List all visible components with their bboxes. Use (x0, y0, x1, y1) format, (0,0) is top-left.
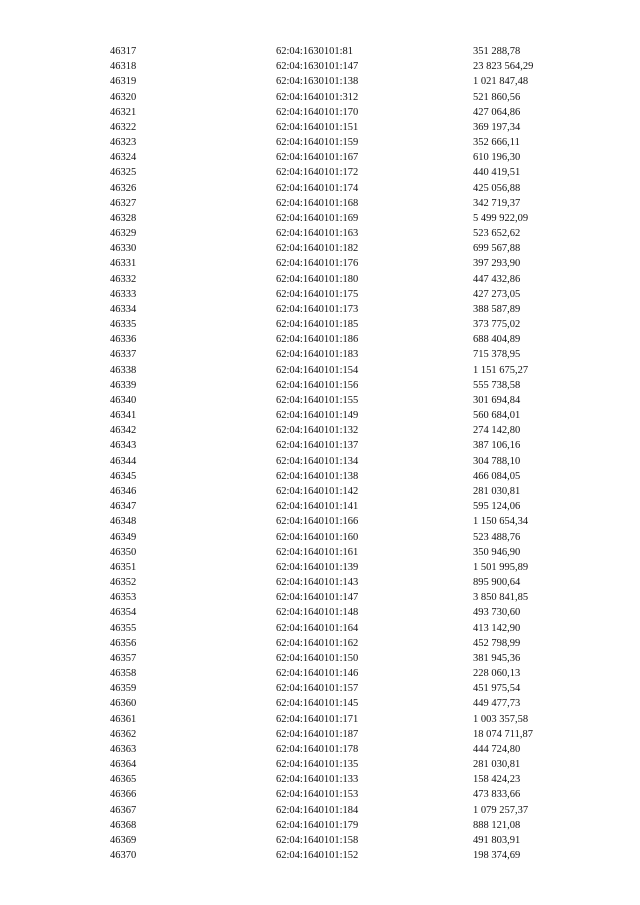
table-row (110, 287, 583, 302)
cadastral-number-cell: 62:04:1640101:185 (276, 319, 359, 331)
row-number-cell: 46361 (110, 713, 137, 725)
table-row (110, 590, 583, 605)
row-number-cell: 46328 (110, 212, 137, 224)
row-number-cell: 46358 (110, 668, 137, 680)
cadastral-number-cell: 62:04:1640101:145 (276, 698, 359, 710)
table-row (110, 757, 583, 772)
cadastral-value-cell: 23 823 564,29 (473, 61, 534, 73)
row-number-cell: 46354 (110, 607, 137, 619)
row-number-cell: 46317 (110, 46, 137, 57)
row-number-cell: 46321 (110, 106, 137, 118)
cadastral-number-cell: 62:04:1640101:163 (276, 228, 359, 240)
row-number-cell: 46345 (110, 470, 137, 482)
table-row (110, 848, 583, 863)
table-row (110, 44, 583, 59)
cadastral-number-cell: 62:04:1640101:179 (276, 819, 359, 831)
row-number-cell: 46342 (110, 425, 137, 437)
row-number-cell: 46365 (110, 774, 137, 786)
table-row (110, 514, 583, 529)
table-row (110, 696, 583, 711)
row-number-cell: 46347 (110, 501, 137, 513)
row-number-cell: 46362 (110, 728, 137, 740)
cadastral-value-cell: 473 833,66 (473, 789, 521, 801)
cadastral-number-cell: 62:04:1640101:178 (276, 743, 359, 755)
cadastral-value-cell: 895 900,64 (473, 577, 521, 589)
table-row (110, 772, 583, 787)
row-number-cell: 46338 (110, 364, 137, 376)
cadastral-value-cell: 3 850 841,85 (473, 592, 529, 604)
cadastral-value-cell: 369 197,34 (473, 121, 521, 133)
cadastral-value-cell: 387 106,16 (473, 440, 521, 452)
cadastral-number-cell: 62:04:1640101:154 (276, 364, 359, 376)
table-row (110, 833, 583, 848)
table-row (110, 484, 583, 499)
cadastral-number-cell: 62:04:1640101:162 (276, 637, 359, 649)
row-number-cell: 46349 (110, 531, 137, 543)
cadastral-number-cell: 62:04:1640101:156 (276, 379, 359, 391)
table-row (110, 363, 583, 378)
cadastral-number-cell: 62:04:1640101:176 (276, 258, 359, 270)
cadastral-value-cell: 610 196,30 (473, 152, 521, 164)
table-row (110, 818, 583, 833)
row-number-cell: 46331 (110, 258, 137, 270)
table-row (110, 165, 583, 180)
row-number-cell: 46319 (110, 76, 137, 88)
cadastral-number-cell: 62:04:1640101:151 (276, 121, 359, 133)
cadastral-number-cell: 62:04:1640101:150 (276, 652, 359, 664)
row-number-cell: 46327 (110, 197, 137, 209)
table-body (110, 44, 583, 863)
cadastral-value-cell: 1 003 357,58 (473, 713, 529, 725)
row-number-cell: 46352 (110, 577, 137, 589)
cadastral-number-cell: 62:04:1640101:174 (276, 182, 359, 194)
cadastral-value-cell: 523 488,76 (473, 531, 521, 543)
cadastral-value-cell: 466 084,05 (473, 470, 521, 482)
row-number-cell: 46367 (110, 804, 137, 816)
row-number-cell: 46339 (110, 379, 137, 391)
cadastral-value-cell: 350 946,90 (473, 546, 521, 558)
row-number-cell: 46360 (110, 698, 137, 710)
cadastral-number-cell: 62:04:1640101:143 (276, 577, 359, 589)
cadastral-number-cell: 62:04:1640101:147 (276, 592, 359, 604)
table-row (110, 666, 583, 681)
cadastral-number-cell: 62:04:1640101:175 (276, 288, 359, 300)
table-row (110, 105, 583, 120)
cadastral-value-cell: 449 477,73 (473, 698, 521, 710)
cadastral-number-cell: 62:04:1640101:155 (276, 394, 359, 406)
cadastral-number-cell: 62:04:1640101:184 (276, 804, 359, 816)
table-row (110, 454, 583, 469)
table-row (110, 317, 583, 332)
cadastral-value-cell: 381 945,36 (473, 652, 521, 664)
cadastral-number-cell: 62:04:1640101:141 (276, 501, 359, 513)
cadastral-number-cell: 62:04:1640101:160 (276, 531, 359, 543)
table-row (110, 803, 583, 818)
table-row (110, 423, 583, 438)
table-row (110, 681, 583, 696)
cadastral-number-cell: 62:04:1630101:138 (276, 76, 359, 88)
cadastral-number-cell: 62:04:1640101:159 (276, 137, 359, 149)
cadastral-number-cell: 62:04:1640101:187 (276, 728, 359, 740)
table-row (110, 787, 583, 802)
cadastral-value-cell: 1 501 995,89 (473, 561, 529, 573)
cadastral-value-cell: 388 587,89 (473, 303, 521, 315)
cadastral-value-cell: 1 079 257,37 (473, 804, 529, 816)
table-row (110, 742, 583, 757)
cadastral-number-cell: 62:04:1640101:157 (276, 683, 359, 695)
cadastral-number-cell: 62:04:1640101:137 (276, 440, 359, 452)
row-number-cell: 46326 (110, 182, 137, 194)
row-number-cell: 46337 (110, 349, 137, 361)
cadastral-number-cell: 62:04:1640101:186 (276, 334, 359, 346)
table-row (110, 393, 583, 408)
row-number-cell: 46344 (110, 455, 137, 467)
row-number-cell: 46366 (110, 789, 137, 801)
table-row (110, 575, 583, 590)
row-number-cell: 46334 (110, 303, 137, 315)
table-row (110, 499, 583, 514)
cadastral-value-cell: 595 124,06 (473, 501, 521, 513)
cadastral-value-cell: 301 694,84 (473, 394, 521, 406)
row-number-cell: 46359 (110, 683, 137, 695)
cadastral-number-cell: 62:04:1640101:152 (276, 850, 359, 862)
cadastral-number-cell: 62:04:1640101:134 (276, 455, 359, 467)
cadastral-number-cell: 62:04:1640101:180 (276, 273, 359, 285)
table-row (110, 712, 583, 727)
cadastral-value-cell: 1 151 675,27 (473, 364, 529, 376)
cadastral-number-cell: 62:04:1640101:138 (276, 470, 359, 482)
row-number-cell: 46348 (110, 516, 137, 528)
cadastral-number-cell: 62:04:1640101:135 (276, 759, 359, 771)
cadastral-number-cell: 62:04:1640101:170 (276, 106, 359, 118)
cadastral-value-cell: 281 030,81 (473, 759, 521, 771)
cadastral-value-cell: 688 404,89 (473, 334, 521, 346)
cadastral-value-cell: 397 293,90 (473, 258, 521, 270)
table-row (110, 256, 583, 271)
cadastral-number-cell: 62:04:1640101:149 (276, 410, 359, 422)
cadastral-number-cell: 62:04:1640101:169 (276, 212, 359, 224)
cadastral-value-cell: 228 060,13 (473, 668, 521, 680)
cadastral-number-cell: 62:04:1640101:153 (276, 789, 359, 801)
row-number-cell: 46350 (110, 546, 137, 558)
row-number-cell: 46357 (110, 652, 137, 664)
cadastral-number-cell: 62:04:1640101:171 (276, 713, 359, 725)
cadastral-value-cell: 440 419,51 (473, 167, 521, 179)
row-number-cell: 46330 (110, 243, 137, 255)
cadastral-number-cell: 62:04:1640101:158 (276, 834, 359, 846)
cadastral-number-cell: 62:04:1640101:133 (276, 774, 359, 786)
row-number-cell: 46353 (110, 592, 137, 604)
row-number-cell: 46323 (110, 137, 137, 149)
cadastral-value-cell: 452 798,99 (473, 637, 521, 649)
cadastral-value-cell: 493 730,60 (473, 607, 521, 619)
cadastral-value-cell: 523 652,62 (473, 228, 521, 240)
table-row (110, 332, 583, 347)
cadastral-value-cell: 1 021 847,48 (473, 76, 529, 88)
table-row (110, 135, 583, 150)
cadastral-value-cell: 198 374,69 (473, 850, 521, 862)
table-row (110, 727, 583, 742)
cadastral-value-cell: 281 030,81 (473, 485, 521, 497)
table-row (110, 74, 583, 89)
cadastral-value-cell: 699 567,88 (473, 243, 521, 255)
table-row (110, 181, 583, 196)
cadastral-number-cell: 62:04:1640101:166 (276, 516, 359, 528)
table-row (110, 438, 583, 453)
cadastral-number-cell: 62:04:1640101:132 (276, 425, 359, 437)
cadastral-value-cell: 1 150 654,34 (473, 516, 529, 528)
cadastral-value-cell: 491 803,91 (473, 834, 521, 846)
row-number-cell: 46340 (110, 394, 137, 406)
table-row (110, 90, 583, 105)
cadastral-value-cell: 427 064,86 (473, 106, 521, 118)
row-number-cell: 46335 (110, 319, 137, 331)
table-row (110, 347, 583, 362)
cadastral-number-cell: 62:04:1640101:148 (276, 607, 359, 619)
table-row (110, 211, 583, 226)
cadastral-number-cell: 62:04:1640101:182 (276, 243, 359, 255)
cadastral-value-cell: 444 724,80 (473, 743, 521, 755)
cadastral-number-cell: 62:04:1630101:81 (276, 46, 354, 57)
row-number-cell: 46346 (110, 485, 137, 497)
cadastral-number-cell: 62:04:1640101:167 (276, 152, 359, 164)
row-number-cell: 46351 (110, 561, 137, 573)
row-number-cell: 46356 (110, 637, 137, 649)
cadastral-value-cell: 715 378,95 (473, 349, 521, 361)
cadastral-value-cell: 427 273,05 (473, 288, 521, 300)
table-row (110, 469, 583, 484)
table-row (110, 621, 583, 636)
cadastral-value-cell: 521 860,56 (473, 91, 521, 103)
row-number-cell: 46324 (110, 152, 137, 164)
cadastral-value-cell: 18 074 711,87 (473, 728, 533, 740)
row-number-cell: 46333 (110, 288, 137, 300)
cadastral-number-cell: 62:04:1640101:146 (276, 668, 359, 680)
row-number-cell: 46368 (110, 819, 137, 831)
row-number-cell: 46370 (110, 850, 137, 862)
cadastral-value-cell: 351 288,78 (473, 46, 521, 57)
row-number-cell: 46341 (110, 410, 137, 422)
row-number-cell: 46318 (110, 61, 137, 73)
cadastral-value-cell: 560 684,01 (473, 410, 521, 422)
table-row (110, 59, 583, 74)
row-number-cell: 46325 (110, 167, 137, 179)
table-row (110, 545, 583, 560)
cadastral-value-table (110, 44, 583, 863)
cadastral-value-cell: 352 666,11 (473, 137, 520, 149)
cadastral-value-cell: 342 719,37 (473, 197, 521, 209)
cadastral-value-cell: 451 975,54 (473, 683, 521, 695)
cadastral-value-cell: 373 775,02 (473, 319, 521, 331)
table-row (110, 196, 583, 211)
table-row (110, 378, 583, 393)
row-number-cell: 46363 (110, 743, 137, 755)
table-row (110, 408, 583, 423)
table-row (110, 302, 583, 317)
cadastral-number-cell: 62:04:1640101:164 (276, 622, 359, 634)
table-row (110, 150, 583, 165)
row-number-cell: 46336 (110, 334, 137, 346)
table-row (110, 120, 583, 135)
table-row (110, 272, 583, 287)
table-row (110, 651, 583, 666)
table-row (110, 560, 583, 575)
row-number-cell: 46364 (110, 759, 137, 771)
cadastral-number-cell: 62:04:1640101:173 (276, 303, 359, 315)
cadastral-value-cell: 304 788,10 (473, 455, 521, 467)
cadastral-value-cell: 158 424,23 (473, 774, 521, 786)
cadastral-number-cell: 62:04:1630101:147 (276, 61, 359, 73)
table-row (110, 530, 583, 545)
cadastral-value-cell: 413 142,90 (473, 622, 521, 634)
row-number-cell: 46343 (110, 440, 137, 452)
cadastral-value-cell: 5 499 922,09 (473, 212, 529, 224)
row-number-cell: 46329 (110, 228, 137, 240)
cadastral-value-cell: 274 142,80 (473, 425, 521, 437)
cadastral-value-cell: 888 121,08 (473, 819, 521, 831)
cadastral-number-cell: 62:04:1640101:168 (276, 197, 359, 209)
cadastral-number-cell: 62:04:1640101:161 (276, 546, 359, 558)
row-number-cell: 46322 (110, 121, 137, 133)
cadastral-value-cell: 425 056,88 (473, 182, 521, 194)
cadastral-value-cell: 447 432,86 (473, 273, 521, 285)
table-row (110, 241, 583, 256)
row-number-cell: 46332 (110, 273, 137, 285)
cadastral-number-cell: 62:04:1640101:142 (276, 485, 359, 497)
cadastral-number-cell: 62:04:1640101:172 (276, 167, 359, 179)
row-number-cell: 46369 (110, 834, 137, 846)
cadastral-number-cell: 62:04:1640101:183 (276, 349, 359, 361)
table-row (110, 605, 583, 620)
cadastral-number-cell: 62:04:1640101:312 (276, 91, 359, 103)
row-number-cell: 46320 (110, 91, 137, 103)
table-row (110, 636, 583, 651)
row-number-cell: 46355 (110, 622, 137, 634)
cadastral-number-cell: 62:04:1640101:139 (276, 561, 359, 573)
table-row (110, 226, 583, 241)
cadastral-value-cell: 555 738,58 (473, 379, 521, 391)
